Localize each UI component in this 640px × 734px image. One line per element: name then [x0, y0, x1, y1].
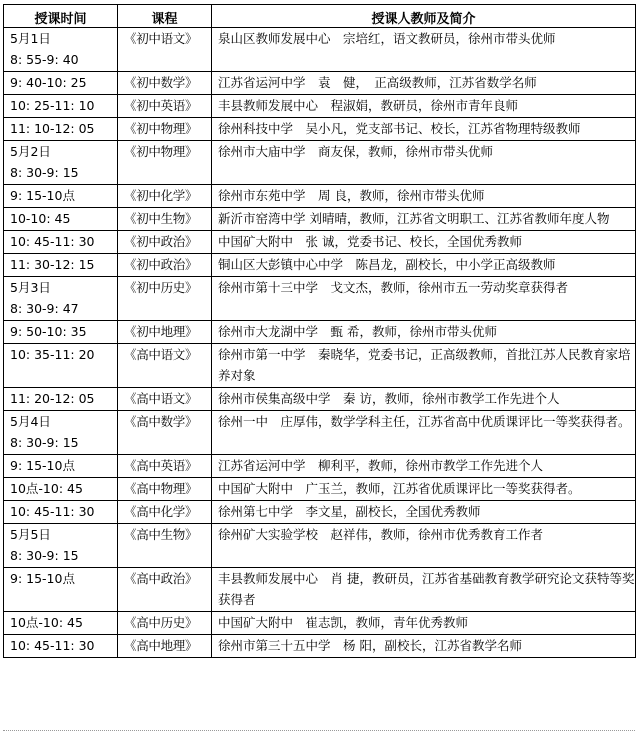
schedule-body: [4, 28, 636, 658]
teacher-info: 徐州市东苑中学 周 良，教师，徐州市带头优师: [218, 188, 485, 203]
time-range: 11: 20-12: 05: [10, 391, 95, 406]
teacher-info: 江苏省运河中学 柳利平，教师，徐州市教学工作先进个人: [218, 458, 544, 473]
table-row: [4, 388, 636, 411]
header-time: 授课时间: [4, 5, 118, 28]
time-cell: [4, 72, 118, 95]
teacher-info: 丰县教师发展中心 肖 捷，教研员，江苏省基础教育教学研究论文获特等奖获得者: [218, 571, 635, 607]
table-row: [4, 568, 636, 612]
time-range: 8: 30-9: 15: [10, 165, 79, 180]
teacher-info: 徐州科技中学 吴小凡，党支部书记、校长，江苏省物理特级教师: [218, 121, 581, 136]
time-range: 8: 30-9: 47: [10, 301, 79, 316]
time-cell: [4, 185, 118, 208]
time-cell: [4, 455, 118, 478]
header-course: 课程: [118, 5, 212, 28]
time-cell: [4, 612, 118, 635]
teacher-cell: [212, 635, 636, 658]
time-cell: [4, 28, 118, 72]
time-cell: [4, 95, 118, 118]
teacher-cell: [212, 568, 636, 612]
teacher-info: 徐州市第一中学 秦晓华，党委书记，正高级教师，首批江苏人民教育家培养对象: [218, 347, 631, 383]
time-range: 9: 15-10点: [10, 188, 75, 203]
time-cell: [4, 208, 118, 231]
teacher-cell: [212, 72, 636, 95]
time-range: 9: 40-10: 25: [10, 75, 87, 90]
course-cell: 《高中语文》: [118, 344, 212, 388]
time-cell: [4, 635, 118, 658]
time-cell: [4, 388, 118, 411]
teacher-info: 铜山区大彭镇中心中学 陈昌龙，副校长，中小学正高级教师: [218, 257, 556, 272]
table-row: [4, 411, 636, 455]
time-range: 9: 15-10点: [10, 458, 75, 473]
teacher-info: 中国矿大附中 广玉兰，教师，江苏省优质课评比一等奖获得者。: [218, 481, 581, 496]
teacher-cell: [212, 411, 636, 455]
time-cell: [4, 344, 118, 388]
time-cell: [4, 524, 118, 568]
teacher-cell: [212, 118, 636, 141]
table-row: [4, 28, 636, 72]
time-cell: [4, 118, 118, 141]
table-row: [4, 478, 636, 501]
time-range: 10: 45-11: 30: [10, 638, 95, 653]
table-row: [4, 95, 636, 118]
teacher-info: 徐州第七中学 李文星，副校长，全国优秀教师: [218, 504, 481, 519]
course-cell: 《高中化学》: [118, 501, 212, 524]
header-row: [4, 5, 636, 28]
teacher-info: 中国矿大附中 张 诚，党委书记、校长，全国优秀教师: [218, 234, 522, 249]
date-label: 5月4日: [10, 414, 51, 429]
course-cell: 《高中政治》: [118, 568, 212, 612]
page-bottom-divider: [3, 730, 635, 731]
time-range: 10: 45-11: 30: [10, 504, 95, 519]
teacher-info: 徐州市侯集高级中学 秦 访，教师，徐州市教学工作先进个人: [218, 391, 560, 406]
course-cell: 《初中物理》: [118, 141, 212, 185]
time-cell: [4, 321, 118, 344]
table-row: [4, 208, 636, 231]
time-cell: [4, 231, 118, 254]
time-range: 8: 30-9: 15: [10, 435, 79, 450]
course-cell: 《高中生物》: [118, 524, 212, 568]
table-row: [4, 524, 636, 568]
time-range: 10-10: 45: [10, 211, 71, 226]
teacher-cell: [212, 478, 636, 501]
course-cell: 《初中地理》: [118, 321, 212, 344]
course-cell: 《初中化学》: [118, 185, 212, 208]
table-row: [4, 344, 636, 388]
table-row: [4, 455, 636, 478]
teacher-cell: [212, 388, 636, 411]
teacher-info: 徐州矿大实验学校 赵祥伟，教师，徐州市优秀教育工作者: [218, 527, 544, 542]
time-range: 10: 35-11: 20: [10, 347, 95, 362]
time-cell: [4, 501, 118, 524]
time-range: 10点-10: 45: [10, 481, 83, 496]
teacher-cell: [212, 455, 636, 478]
time-cell: [4, 141, 118, 185]
teacher-info: 徐州市大龙湖中学 甄 希，教师，徐州市带头优师: [218, 324, 497, 339]
course-cell: 《高中英语》: [118, 455, 212, 478]
course-cell: 《高中物理》: [118, 478, 212, 501]
teacher-info: 中国矿大附中 崔志凯，教师，青年优秀教师: [218, 615, 469, 630]
teacher-info: 江苏省运河中学 袁 健， 正高级教师，江苏省数学名师: [218, 75, 537, 90]
table-row: [4, 635, 636, 658]
teacher-info: 徐州市大庙中学 商友保，教师，徐州市带头优师: [218, 144, 494, 159]
time-range: 10: 45-11: 30: [10, 234, 95, 249]
teacher-cell: [212, 344, 636, 388]
teacher-info: 新沂市窑湾中学 刘晴晴，教师，江苏省文明职工、江苏省教师年度人物: [218, 211, 610, 226]
table-row: [4, 612, 636, 635]
time-cell: [4, 254, 118, 277]
course-cell: 《初中政治》: [118, 254, 212, 277]
time-range: 9: 15-10点: [10, 571, 75, 586]
teacher-cell: [212, 185, 636, 208]
time-range: 11: 10-12: 05: [10, 121, 95, 136]
table-row: [4, 141, 636, 185]
time-cell: [4, 411, 118, 455]
table-row: [4, 254, 636, 277]
course-cell: 《高中地理》: [118, 635, 212, 658]
time-cell: [4, 568, 118, 612]
table-row: [4, 72, 636, 95]
teacher-info: 徐州一中 庄厚伟，数学学科主任，江苏省高中优质课评比一等奖获得者。: [218, 414, 631, 429]
course-cell: 《初中历史》: [118, 277, 212, 321]
header-teacher: 授课人教师及简介: [212, 5, 636, 28]
teacher-info: 泉山区教师发展中心 宗培红，语文教研员，徐州市带头优师: [218, 31, 556, 46]
course-cell: 《初中生物》: [118, 208, 212, 231]
table-row: [4, 185, 636, 208]
teacher-cell: [212, 254, 636, 277]
teacher-info: 徐州市第十三中学 戈文杰，教师，徐州市五一劳动奖章获得者: [218, 280, 569, 295]
teacher-cell: [212, 501, 636, 524]
time-cell: [4, 478, 118, 501]
teacher-cell: [212, 231, 636, 254]
course-cell: 《高中数学》: [118, 411, 212, 455]
teacher-cell: [212, 208, 636, 231]
course-cell: 《初中语文》: [118, 28, 212, 72]
table-row: [4, 501, 636, 524]
table-row: [4, 321, 636, 344]
course-cell: 《初中政治》: [118, 231, 212, 254]
teacher-cell: [212, 277, 636, 321]
time-range: 9: 50-10: 35: [10, 324, 87, 339]
time-range: 8: 55-9: 40: [10, 52, 79, 67]
course-cell: 《初中数学》: [118, 72, 212, 95]
course-cell: 《高中语文》: [118, 388, 212, 411]
table-row: [4, 231, 636, 254]
teacher-info: 徐州市第三十五中学 杨 阳，副校长，江苏省教学名师: [218, 638, 522, 653]
date-label: 5月3日: [10, 280, 51, 295]
course-cell: 《初中英语》: [118, 95, 212, 118]
date-label: 5月5日: [10, 527, 51, 542]
teacher-info: 丰县教师发展中心 程淑娟，教研员，徐州市青年良师: [218, 98, 519, 113]
teacher-cell: [212, 612, 636, 635]
teacher-cell: [212, 321, 636, 344]
course-cell: 《高中历史》: [118, 612, 212, 635]
table-row: [4, 277, 636, 321]
time-cell: [4, 277, 118, 321]
time-range: 10: 25-11: 10: [10, 98, 95, 113]
date-label: 5月1日: [10, 31, 51, 46]
teacher-cell: [212, 95, 636, 118]
time-range: 8: 30-9: 15: [10, 548, 79, 563]
course-cell: 《初中物理》: [118, 118, 212, 141]
schedule-table: [3, 4, 636, 658]
teacher-cell: [212, 28, 636, 72]
teacher-cell: [212, 141, 636, 185]
table-row: [4, 118, 636, 141]
time-range: 11: 30-12: 15: [10, 257, 95, 272]
teacher-cell: [212, 524, 636, 568]
time-range: 10点-10: 45: [10, 615, 83, 630]
date-label: 5月2日: [10, 144, 51, 159]
